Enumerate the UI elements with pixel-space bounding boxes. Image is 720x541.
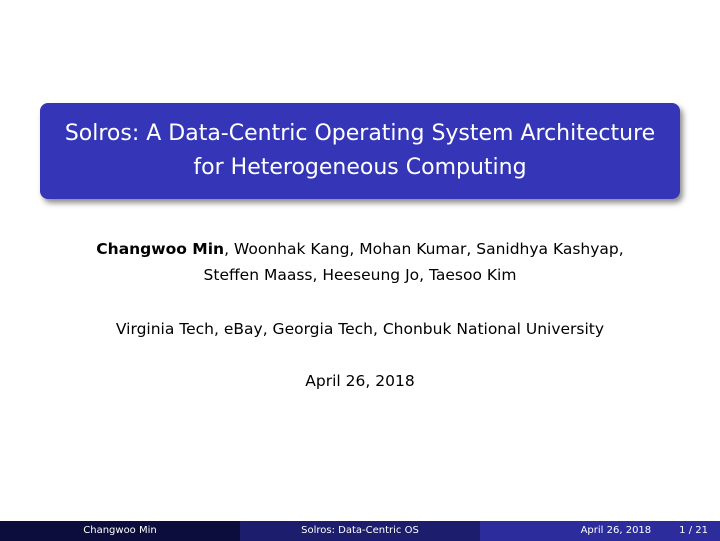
co-authors-1: , Woonhak Kang, Mohan Kumar, Sanidhya Kashyap, — [224, 240, 624, 258]
footer — [0, 521, 720, 541]
presentation-date: April 26, 2018 — [305, 372, 415, 390]
title-line-1: Solros: A Data-Centric Operating System Architecture — [64, 121, 656, 146]
authors-line-2: Steffen Maass, Heeseung Jo, Taesoo Kim — [203, 266, 517, 284]
footer-author: Changwoo Min — [0, 521, 240, 541]
authors — [0, 236, 720, 288]
footer-right — [480, 521, 720, 541]
title-box — [40, 103, 680, 199]
footer-page-number: 1 / 21 — [679, 525, 708, 536]
footer-title: Solros: Data-Centric OS — [240, 521, 480, 541]
title-line-2: for Heterogeneous Computing — [193, 155, 527, 180]
affiliations: Virginia Tech, eBay, Georgia Tech, Chonbuk National University — [115, 320, 605, 338]
presenter-name: Changwoo Min — [96, 240, 225, 258]
authors-line-1 — [0, 236, 720, 262]
footer-date: April 26, 2018 — [580, 525, 652, 536]
